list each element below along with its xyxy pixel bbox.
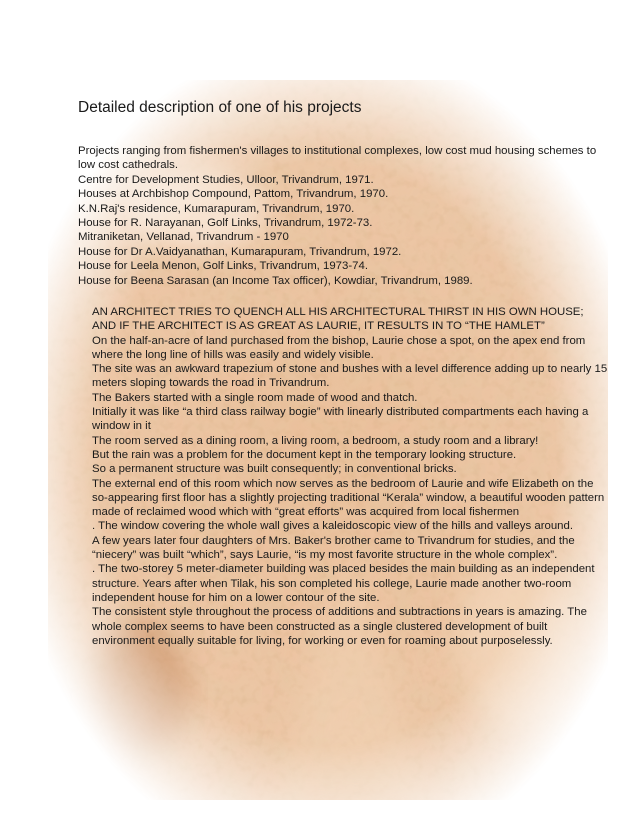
narrative-paragraph: . The window covering the whole wall gives a kaleidoscopic view of the hills and valleys around.: [92, 520, 573, 533]
narrative-paragraph: The Bakers started with a single room made of wood and thatch.: [92, 391, 418, 404]
list-item: K.N.Raj's residence, Kumarapuram, Trivandrum, 1970.: [78, 202, 355, 215]
page-title: Detailed description of one of his projects: [78, 99, 362, 116]
hamlet-narrative: [92, 305, 612, 648]
narrative-paragraph: The external end of this room which now serves as the bedroom of Laurie and wife Elizabeth on the so-appearing first floor has a slightly projecting traditional “Kerala” window, a beautiful wooden pattern made of reclaimed wood which with “great efforts” was acquired from local fishermen: [92, 477, 605, 519]
list-item: House for Beena Sarasan (an Income Tax officer), Kowdiar, Trivandrum, 1989.: [78, 274, 473, 287]
narrative-paragraph: The consistent style throughout the process of additions and subtractions in years is amazing. The whole complex seems to have been constructed as a single clustered development of built environment equally suitable for living, for working or even for roaming about purposelessly.: [92, 606, 587, 647]
narrative-paragraph: On the half-an-acre of land purchased from the bishop, Laurie chose a spot, on the apex end from where the long line of hills was easily and widely visible.: [92, 334, 586, 361]
list-item: Mitraniketan, Vellanad, Trivandrum - 1970: [78, 231, 289, 244]
narrative-paragraph: . The two-storey 5 meter-diameter building was placed besides the main building as an independent structure. Years after when Tilak, his son completed his college, Laurie made another two-room independent house for him on a lower contour of the site.: [92, 563, 595, 604]
projects-list: [78, 144, 598, 288]
narrative-paragraph: But the rain was a problem for the document kept in the temporary looking structure.: [92, 448, 517, 461]
narrative-paragraph: A few years later four daughters of Mrs. Baker's brother came to Trivandrum for studies, and the “niecery” was built “which”, says Laurie, “is my most favorite structure in the whole complex”.: [92, 534, 575, 562]
narrative-paragraph: Initially it was like “a third class railway bogie” with linearly distributed compartments each having a window in it: [92, 406, 589, 433]
list-item: House for Dr A.Vaidyanathan, Kumarapuram, Trivandrum, 1972.: [78, 245, 402, 258]
list-item: Projects ranging from fishermen's villages to institutional complexes, low cost mud housing schemes to low cost cathedrals.: [78, 145, 597, 172]
narrative-paragraph: The site was an awkward trapezium of stone and bushes with a level difference adding up to nearly 15 meters sloping towards the road in Trivandrum.: [92, 363, 608, 390]
list-item: House for Leela Menon, Golf Links, Trivandrum, 1973-74.: [78, 260, 368, 273]
list-item: Centre for Development Studies, Ulloor, Trivandrum, 1971.: [78, 173, 374, 186]
list-item: Houses at Archbishop Compound, Pattom, Trivandrum, 1970.: [78, 188, 389, 201]
narrative-paragraph: The room served as a dining room, a living room, a bedroom, a study room and a library!: [92, 434, 539, 447]
narrative-paragraph: So a permanent structure was built consequently; in conventional bricks.: [92, 463, 457, 476]
narrative-paragraph: AN ARCHITECT TRIES TO QUENCH ALL HIS ARCHITECTURAL THIRST IN HIS OWN HOUSE; AND IF THE ARCHITECT IS AS GREAT AS LAURIE, IT RESULTS IN TO “THE HAMLET”: [92, 306, 606, 333]
list-item: House for R. Narayanan, Golf Links, Trivandrum, 1972-73.: [78, 217, 373, 230]
